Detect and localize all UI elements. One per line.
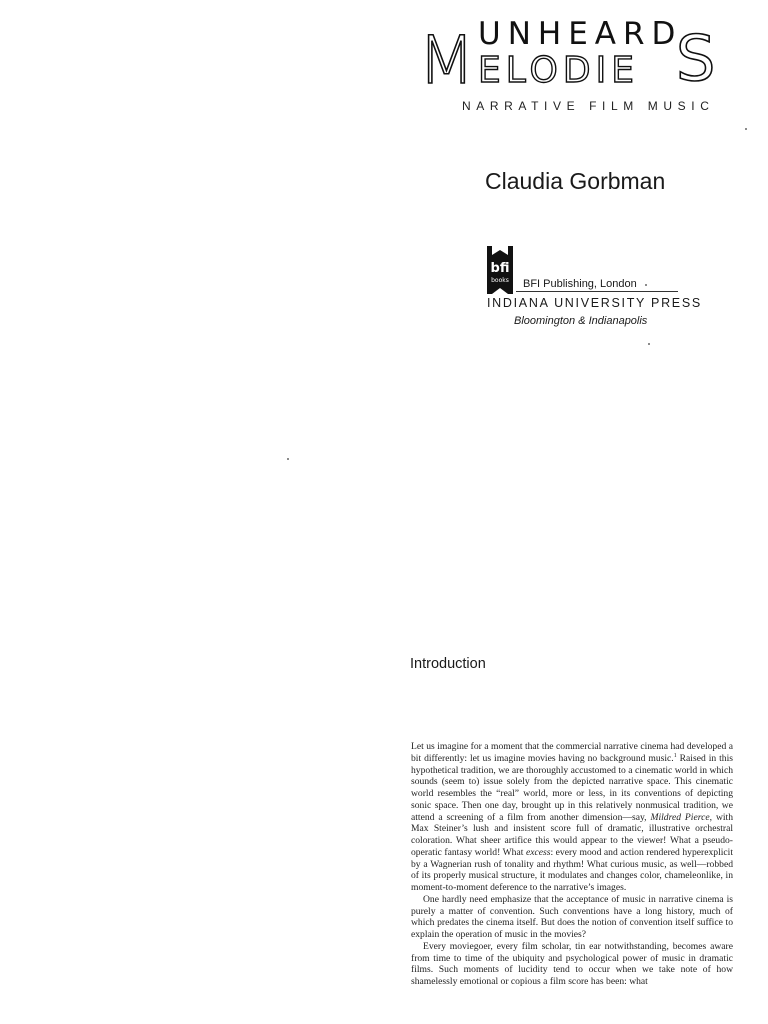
introduction-body	[411, 741, 733, 1024]
paragraph-3: Every moviegoer, every film scholar, tin ear notwithstanding, becomes aware from time to time of the ubiquity and psychological power of music in dramatic films. Such moments of lucidity tend to occur when we take note of how shamelessly emotional or copious a film score has been: what	[411, 940, 733, 987]
title-initial-m: M	[418, 22, 475, 99]
bfi-publishing-line: BFI Publishing, London	[523, 278, 637, 290]
author-name: Claudia Gorbman	[485, 168, 666, 194]
publisher-cities: Bloomington & Indianapolis	[514, 315, 648, 327]
publisher-divider	[516, 291, 678, 292]
book-subtitle: NARRATIVE FILM MUSIC	[462, 99, 715, 113]
title-final-s: S	[676, 22, 716, 95]
bfi-logo	[487, 246, 513, 294]
scan-speck	[645, 284, 647, 286]
footnote-marker: 1	[673, 752, 677, 759]
scan-speck	[648, 343, 650, 345]
press-name: INDIANA UNIVERSITY PRESS	[487, 296, 702, 310]
paragraph-1-part-d: : every mood and action rendered hyperexplicit by a Wagnerian rush of tonality and rhythm! What curious music, as well—robbed of its properly musical structure, it modulates and changes color, chameleonlike, in moment-to-moment deference to the narrative’s images.	[411, 846, 733, 893]
paragraph-2: One hardly need emphasize that the acceptance of music in narrative cinema is purely a matter of convention. Such conventions have a long history, much of which predates the cinema itself. But does the notion of convention itself suffice to explain the operation of music in the movies?	[411, 893, 733, 940]
title-word-unheard: UNHEARD	[478, 16, 683, 52]
book-title	[418, 16, 728, 99]
scan-speck	[745, 128, 747, 130]
paragraph-1-part-c: , with Max Steiner’s lush and insistent score full of dramatic, illustrative orchestral coloration. What sheer artifice this would appear to the viewer! What a pseudo-operatic fantasy world! What	[411, 811, 733, 858]
bfi-logo-subtext: books	[491, 277, 509, 284]
section-heading: Introduction	[410, 656, 486, 672]
scan-speck	[287, 458, 289, 460]
film-title: Mildred Pierce	[650, 811, 710, 823]
title-word-melodies: ELODIE	[478, 50, 639, 91]
bfi-logo-text: bfi	[490, 261, 510, 276]
emphasis-excess: excess	[525, 846, 551, 858]
paragraph-1	[411, 741, 733, 894]
paragraph-1-part-b: Raised in this hypothetical tradition, we are thoroughly accustomed to a cinematic world in which sounds (seem to) issue solely from the depicted narrative space. This cinematic world resembles the “real” world, more or less, in its conventions of depicting sonic space. Then one day, brought up in this relatively nonmusical tradition, we attend a screening of a film from another dimension—say,	[411, 752, 733, 823]
paragraph-1-part-a: Let us imagine for a moment that the commercial narrative cinema had developed a bit differently: let us imagine movies having no background music.	[411, 741, 733, 764]
